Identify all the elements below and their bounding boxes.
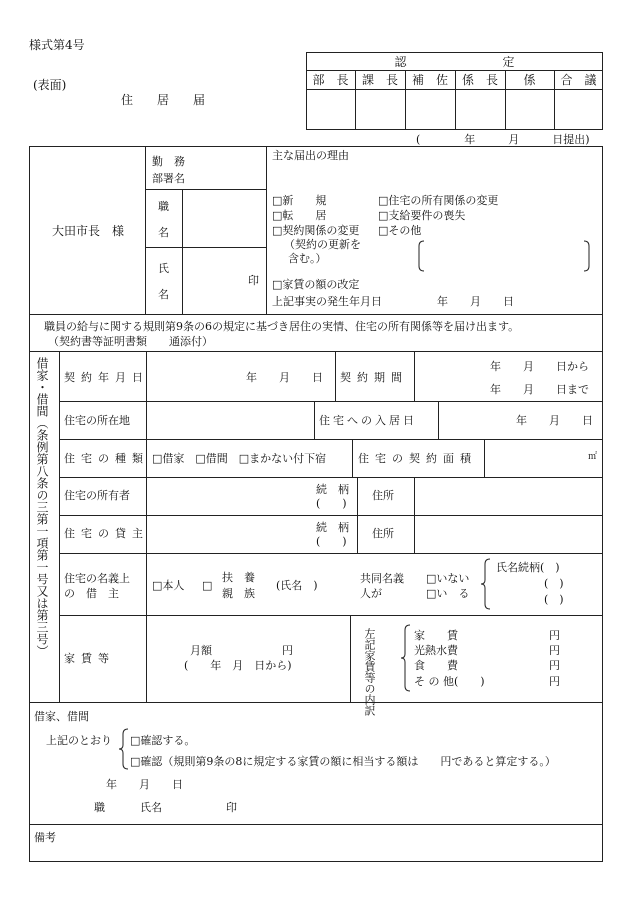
- lender-label: 住宅の貸主: [64, 527, 149, 540]
- contract-date-label: 契約年月日: [64, 371, 149, 384]
- dept-label: 勤 務 部署名: [152, 155, 185, 185]
- move-in-value[interactable]: 年 月 日: [516, 414, 593, 427]
- reason-lost-eligibility[interactable]: □支給要件の喪失: [378, 209, 466, 222]
- joint-brace: [480, 558, 492, 610]
- reason-ownership-change[interactable]: □住宅の所有関係の変更: [378, 194, 499, 207]
- notice-line1: 職員の給与に関する規則第9条の6の規定に基づき居住の実情、住宅の所有関係等を届け出ます。: [44, 320, 520, 333]
- reason-move[interactable]: □転 居: [272, 209, 327, 222]
- joint-name-relation[interactable]: 氏名続柄( ): [496, 561, 560, 574]
- period-from[interactable]: 年 月 日から: [490, 360, 589, 373]
- remarks-label: 備考: [34, 831, 56, 844]
- approval-heading: 認 定: [394, 55, 515, 69]
- reason-contract-note2: 含む。）: [288, 252, 327, 265]
- approval-col-bucho: 部 長: [312, 73, 349, 87]
- breakdown-rent-yen: 円: [549, 629, 560, 642]
- other-reason-bracket[interactable]: [417, 240, 591, 272]
- form-number: 様式第4号: [29, 38, 85, 52]
- owner-relation-label: 続 柄: [316, 483, 349, 496]
- confirm-option2[interactable]: □確認（規則第9条の8に規定する家賃の額に相当する額は 円であると算定する。）: [130, 755, 556, 768]
- type-label: 住宅の種類: [64, 452, 149, 465]
- period-to[interactable]: 年 月 日まで: [490, 383, 589, 396]
- location-label: 住宅の所在地: [64, 414, 130, 427]
- addressee: 大田市長 様: [52, 224, 125, 238]
- nominee-self[interactable]: □本人: [152, 579, 185, 592]
- reason-contract-note1: （契約の更新を: [284, 238, 361, 251]
- nominee-name[interactable]: (氏名 ): [276, 579, 318, 592]
- nominee-label2: の 借 主: [64, 587, 119, 600]
- confirm-option1[interactable]: □確認する。: [130, 734, 196, 747]
- breakdown-food-yen: 円: [549, 659, 560, 672]
- submission-date: ( 年 月 日提出): [416, 133, 590, 146]
- confirm-date[interactable]: 年 月 日: [106, 778, 183, 791]
- confirm-seal: 印: [226, 801, 237, 814]
- reason-rent-revision[interactable]: □家賃の額の改定: [272, 278, 360, 291]
- area-unit: ㎡: [588, 452, 598, 462]
- area-label: 住宅の契約面積: [358, 452, 477, 465]
- approval-col-kakari: 係: [523, 73, 536, 87]
- applicant-seal: 印: [248, 274, 259, 287]
- contract-date-value[interactable]: 年 月 日: [246, 371, 323, 384]
- rent-label: 家賃等: [64, 652, 115, 665]
- confirm-lead: 上記のとおり: [46, 734, 112, 747]
- breakdown-rent: 家 賃: [414, 629, 458, 642]
- owner-label: 住宅の所有者: [64, 489, 130, 502]
- nominee-shinzoku: 親 族: [222, 587, 255, 600]
- confirm-post: 職: [94, 801, 105, 814]
- confirm-name: 氏名: [140, 801, 162, 814]
- joint-exists[interactable]: □い る: [426, 587, 470, 600]
- reason-contract-change[interactable]: □契約関係の変更: [272, 224, 360, 237]
- confirm-brace: [118, 728, 130, 770]
- occurrence-date[interactable]: 上記事実の発生年月日 年 月 日: [272, 295, 514, 308]
- breakdown-label: 左記家賃等の内訳: [363, 628, 376, 716]
- approval-col-hosa: 補 佐: [411, 73, 448, 87]
- nominee-dependent-checkbox[interactable]: □: [202, 579, 213, 592]
- monthly-yen: 円: [282, 644, 293, 657]
- contract-period-label: 契約期間: [340, 371, 408, 384]
- type-options[interactable]: □借家 □借間 □まかない付下宿: [152, 452, 327, 465]
- reasons-heading: 主な届出の理由: [272, 149, 349, 162]
- joint-label1: 共同名義: [360, 572, 404, 585]
- approval-col-gogi: 合 議: [560, 73, 597, 87]
- nominee-fuyou: 扶 養: [222, 571, 255, 584]
- joint-blank1[interactable]: ( ): [544, 577, 564, 590]
- breakdown-utility-yen: 円: [549, 644, 560, 657]
- approval-col-kacho: 課 長: [361, 73, 398, 87]
- joint-none[interactable]: □いない: [426, 572, 470, 585]
- rent-from-date[interactable]: ( 年 月 日から): [184, 659, 292, 672]
- breakdown-brace: [400, 624, 412, 692]
- monthly-label: 月額: [190, 644, 212, 657]
- reason-other[interactable]: □その他: [378, 224, 422, 237]
- owner-relation-blank[interactable]: ( ): [316, 497, 347, 510]
- breakdown-utility: 光熱水費: [414, 644, 458, 657]
- form-title: 住 居 届: [121, 93, 206, 107]
- lender-relation-label: 続 柄: [316, 521, 349, 534]
- side-label: (表面): [33, 78, 67, 92]
- name-label: 氏 名: [158, 262, 169, 302]
- joint-blank2[interactable]: ( ): [544, 593, 564, 606]
- notice-line2: （契約書等証明書類 通添付）: [48, 335, 213, 348]
- joint-label2: 人が: [360, 587, 382, 600]
- reason-new[interactable]: □新 規: [272, 194, 327, 207]
- approval-col-kakaricho: 係 長: [461, 73, 498, 87]
- post-label: 職 名: [158, 200, 169, 240]
- lender-relation-blank[interactable]: ( ): [316, 535, 347, 548]
- owner-address-label: 住所: [372, 489, 394, 502]
- breakdown-other[interactable]: そ の 他( ): [414, 675, 485, 688]
- lender-address-label: 住所: [372, 527, 394, 540]
- breakdown-other-yen: 円: [549, 675, 560, 688]
- move-in-label: 住宅への入居日: [319, 414, 417, 427]
- breakdown-food: 食 費: [414, 659, 458, 672]
- side-vertical-label: 借家・借間（条例第八条の三第一項第一号又は第三号）: [35, 357, 49, 657]
- nominee-label1: 住宅の名義上: [64, 572, 130, 585]
- confirm-heading: 借家、借間: [34, 710, 89, 723]
